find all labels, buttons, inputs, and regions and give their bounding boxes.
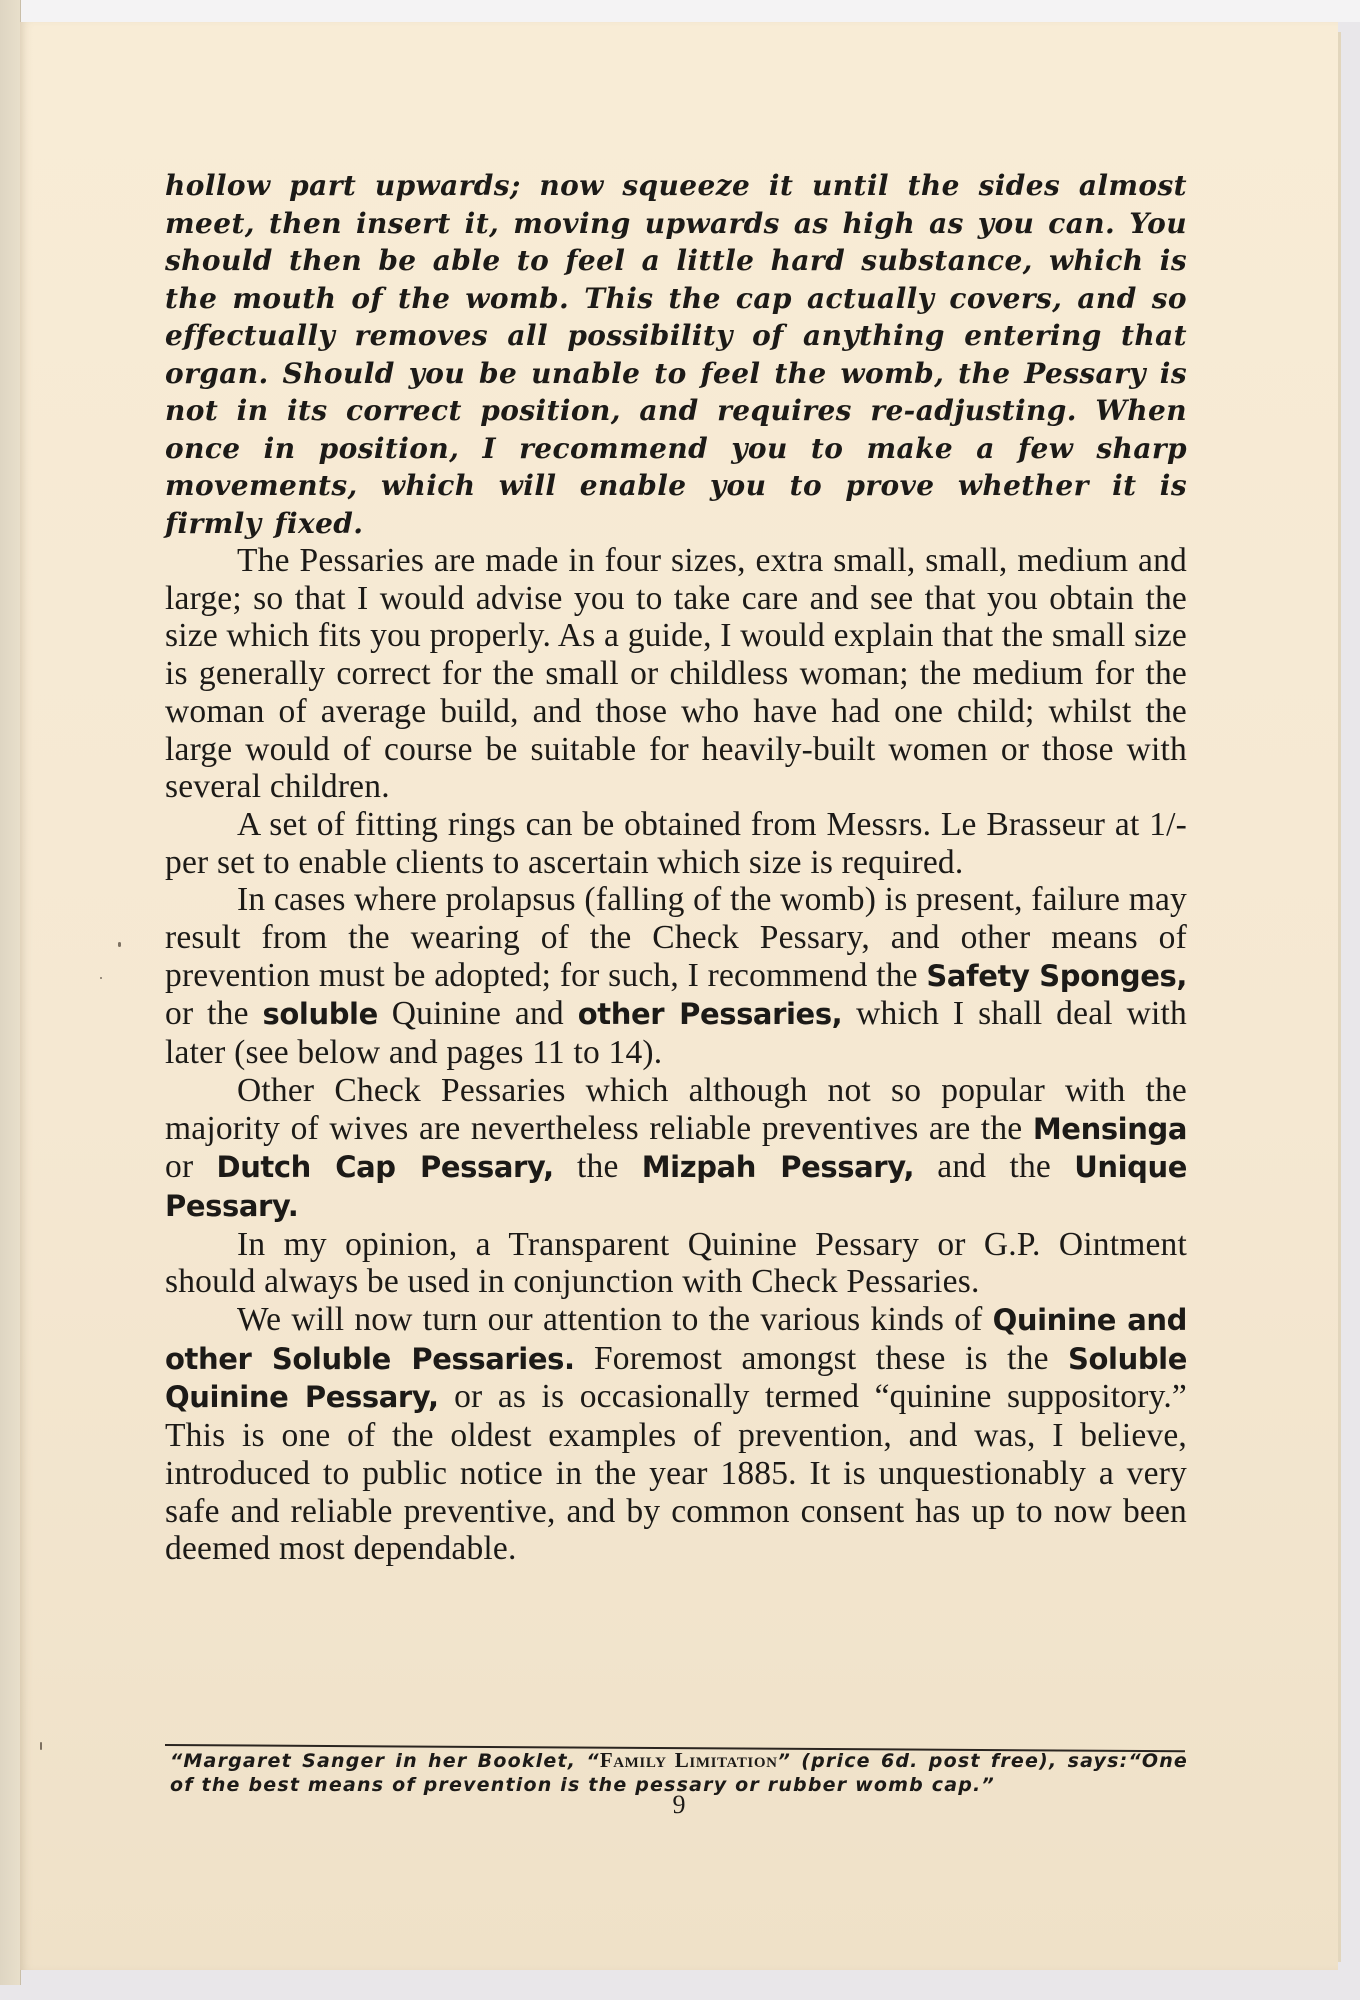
text-run: The Pessaries are made in four sizes, extra small, small, medium and large; so that I would advise you to take care and see that you obtain the size which fits you properly. As a guide, I would explain that the small size is generally correct for the small or childless woman; the medium for the woman of average build, and those who have had one child; whilst the large would of course be suitable for heavily-built women or those with several children. — [165, 542, 1187, 806]
paragraph — [165, 881, 1187, 1072]
bold-term: Safety Sponges, — [926, 958, 1187, 993]
paper-speck — [100, 977, 102, 979]
text-run: Quinine and — [377, 995, 578, 1033]
text-run: hollow part upwards; now squeeze it until the sides almost meet, then insert it, moving upwards as high as you can. You should then be able to feel a little hard substance, which is the mouth of the womb. This the cap actually covers, and so effectually removes all possibility of anything entering that organ. Should you be unable to feel the womb, the Pessary is not in its correct position, and requires re-adjusting. When once in position, I recommend you to make a few sharp movements, which will enable you to prove whether it is firmly fixed. — [165, 169, 1187, 540]
bold-term: Mensinga — [1032, 1111, 1187, 1146]
bold-term: soluble — [262, 997, 378, 1032]
text-run: or — [165, 1148, 217, 1186]
facing-page-edge — [0, 0, 21, 1985]
bold-term: Soluble Quinine Pessary, — [165, 1341, 1187, 1415]
footnote-suffix: ” (price 6d. post free), says:“One of the best means of prevention is the pessary or rubber womb cap.” — [170, 1750, 1189, 1796]
paragraph — [165, 167, 1187, 542]
paper-speck — [118, 942, 121, 947]
background-surface — [0, 0, 1360, 22]
paper-speck — [40, 1742, 42, 1750]
text-run: or the — [165, 995, 263, 1033]
paragraph — [165, 806, 1187, 881]
bold-term: Mizpah Pessary, — [641, 1150, 915, 1185]
paragraph — [165, 1072, 1187, 1226]
text-run: or as is occasionally termed “quinine suppository.” This is one of the oldest examples of prevention, and was, I believe, introduced to public notice in the year 1885. It is unquestionably a very safe and reliable preventive, and by common consent has up to now been deemed most dependable. — [165, 1378, 1187, 1568]
paragraph — [165, 1301, 1187, 1568]
footnote-booklet-title: Family Limitation — [599, 1748, 778, 1772]
text-run: which I shall deal with later (see below and pages 11 to 14). — [165, 995, 1187, 1072]
footnote-prefix: “Margaret Sanger in her Booklet, “ — [170, 1750, 600, 1772]
bold-term: Dutch Cap Pessary, — [216, 1150, 554, 1185]
bold-term: Quinine and other Soluble Pessaries. — [165, 1303, 1187, 1376]
text-run: A set of fitting rings can be obtained from Messrs. Le Brasseur at 1/- per set to enable clients to ascertain which size is required. — [165, 805, 1187, 881]
text-run: Other Check Pessaries which although not so popular with the majority of wives are nevertheless reliable preventives are the — [165, 1071, 1187, 1147]
text-run: We will now turn our attention to the various kinds of — [237, 1301, 993, 1339]
page-number: 9 — [672, 1790, 686, 1819]
text-run: In cases where prolapsus (falling of the womb) is present, failure may result from the wearing of the Check Pessary, and other means of prevention must be adopted; for such, I recommend the — [165, 881, 1187, 994]
text-run: Foremost amongst these is the — [574, 1339, 1069, 1377]
text-run: the — [553, 1148, 642, 1186]
paragraph — [165, 1226, 1187, 1301]
text-run: In my opinion, a Transparent Quinine Pessary or G.P. Ointment should always be used in conjunction with Check Pessaries. — [165, 1225, 1187, 1301]
bold-term: Unique Pessary. — [165, 1150, 1187, 1223]
text-run: and the — [914, 1148, 1075, 1186]
booklet-page — [20, 22, 1338, 1970]
bold-term: other Pessaries, — [577, 997, 843, 1032]
body-text — [165, 167, 1187, 1568]
paragraph — [165, 542, 1187, 806]
